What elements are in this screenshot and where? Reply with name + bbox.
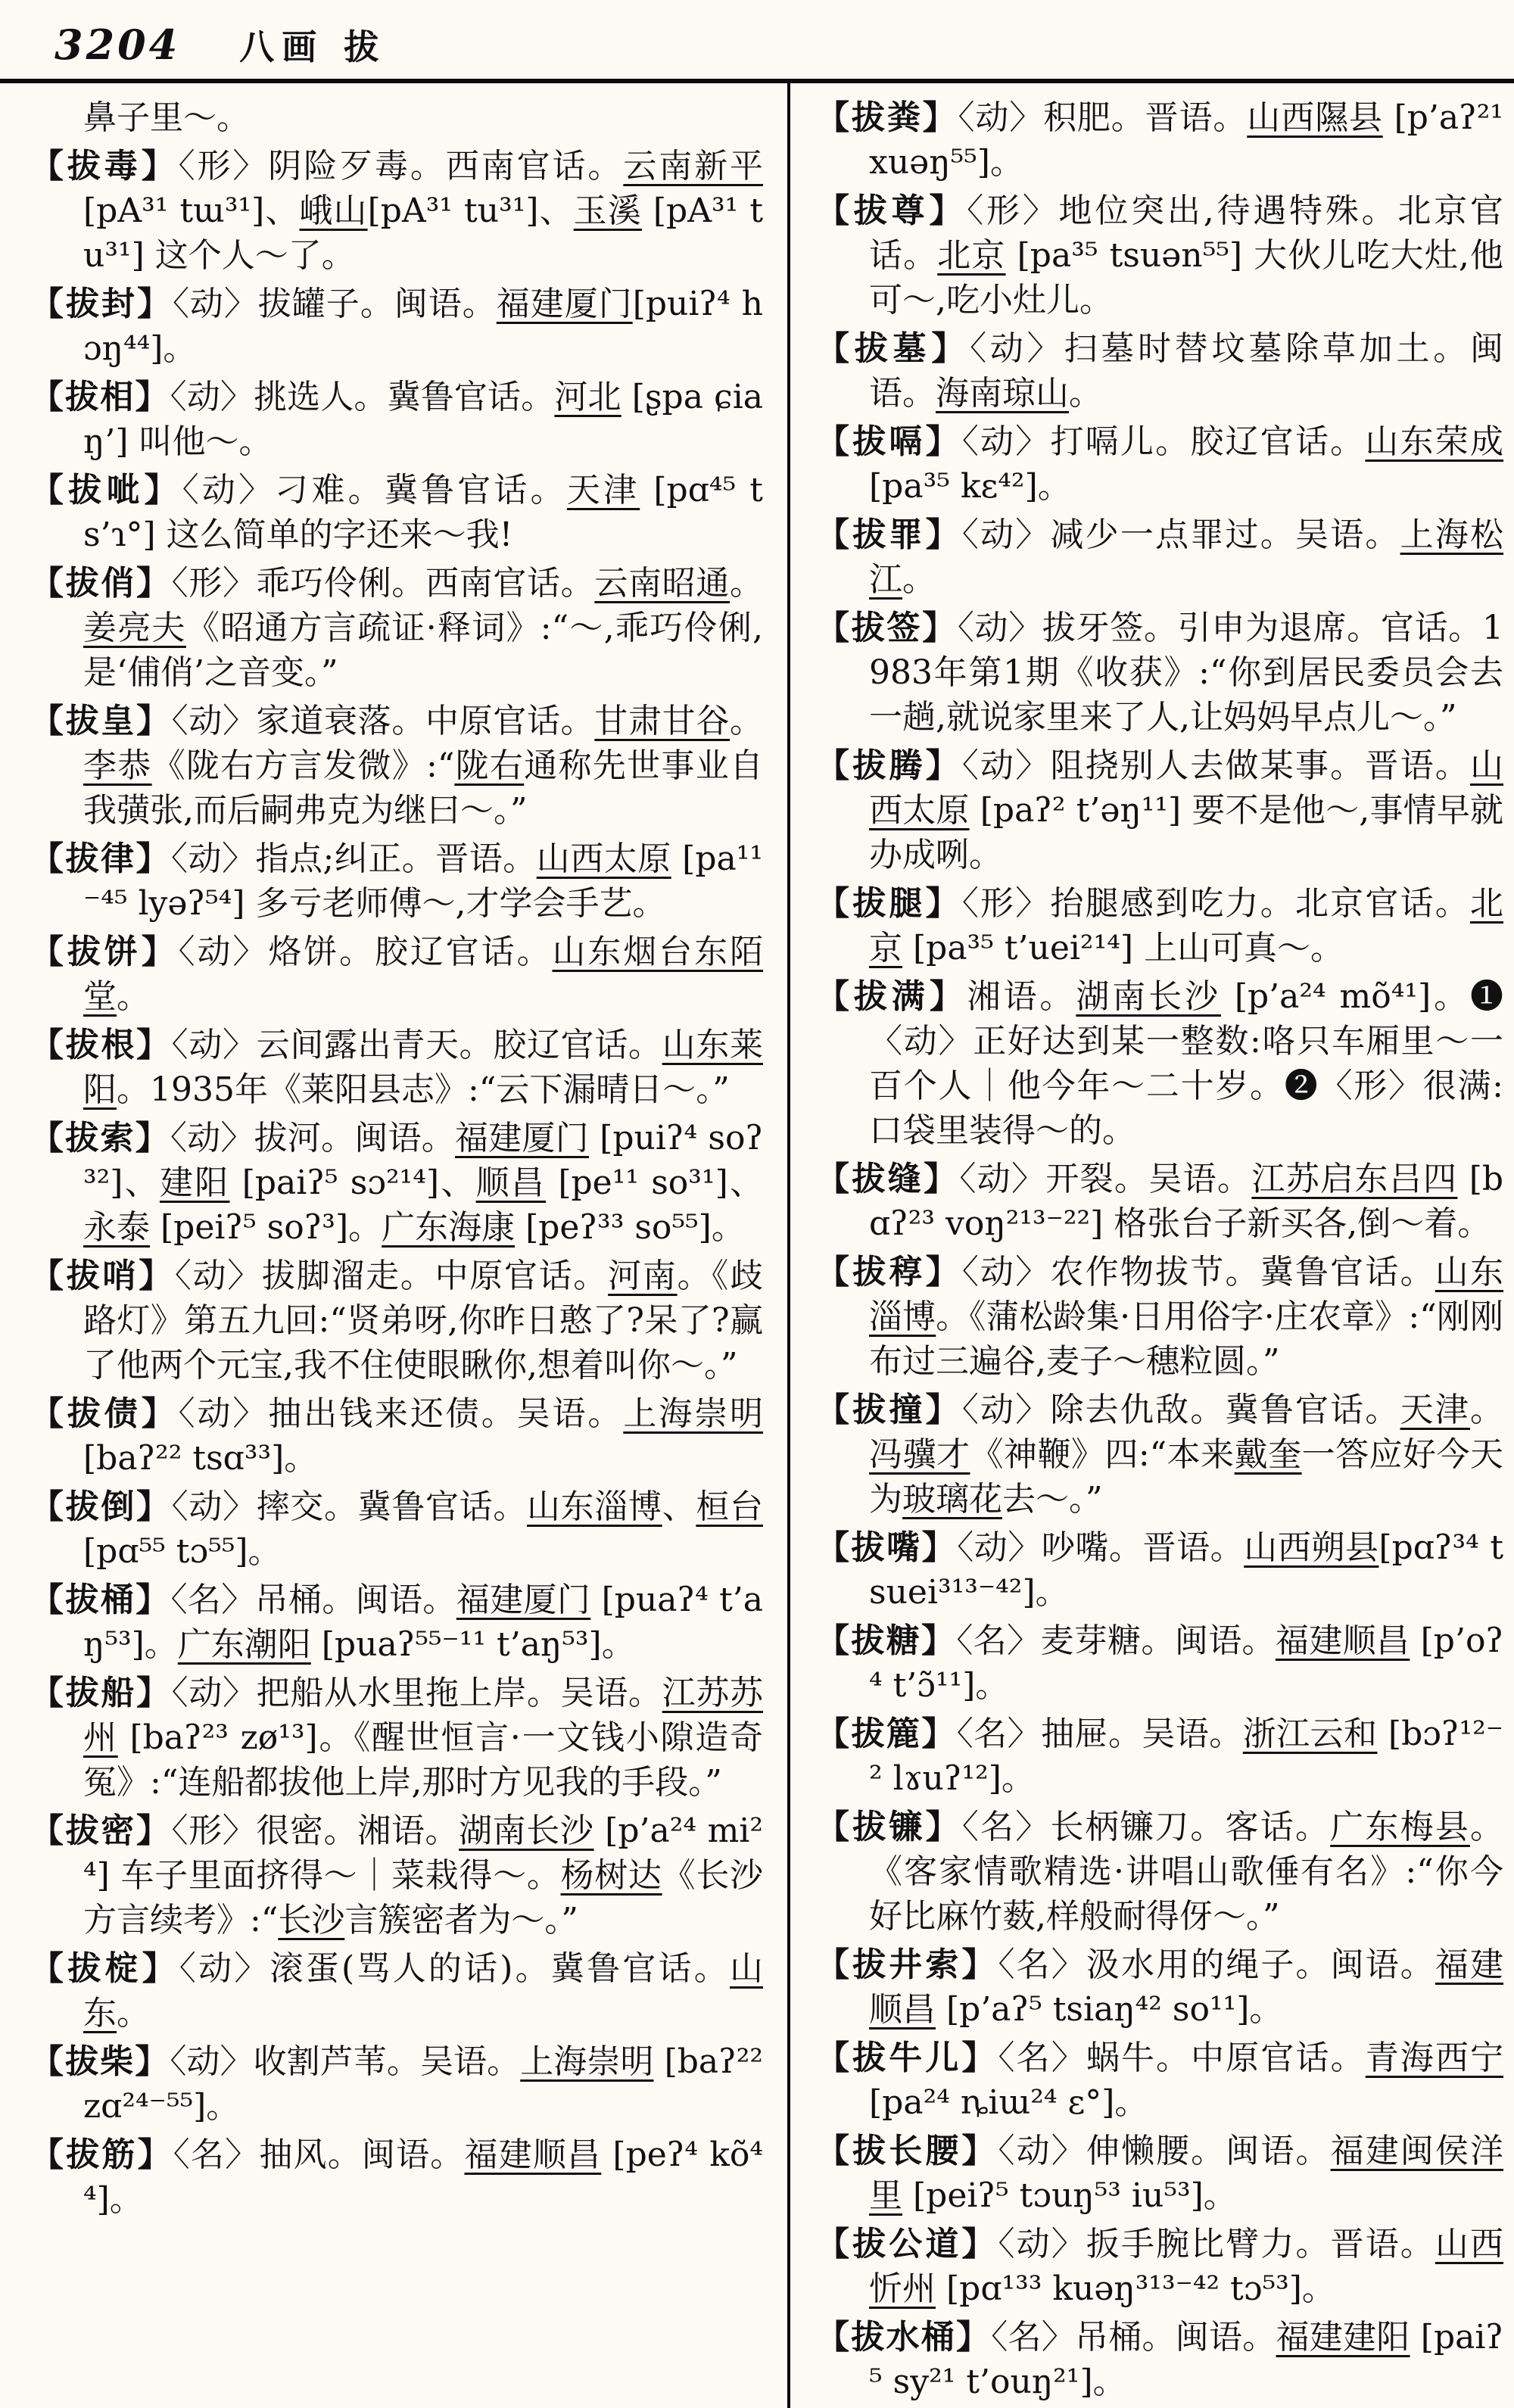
dict-entry (816, 974, 1503, 1153)
underlined-proper-noun: 山西朔县 (1244, 1528, 1379, 1567)
entry-text: [peiʔ⁵ soʔ³]。 (150, 1208, 382, 1247)
entry-text: [paʔ² t’əŋ¹¹] 要不是他～,事情早就办成咧。 (869, 791, 1504, 874)
entry-text: [pA³¹ tu³¹]、 (367, 192, 574, 230)
dict-entry (30, 561, 763, 695)
dict-entry (816, 2315, 1503, 2404)
underlined-proper-noun: 湖南长沙 (459, 1811, 594, 1850)
entry-text: [bɑʔ²³ voŋ²¹³⁻²²] 格张台子新买各,倒～着。 (869, 1160, 1504, 1243)
entry-text: 〈动〉指点;纠正。晋语。 (170, 840, 537, 878)
dict-entry (30, 1391, 763, 1481)
entry-text: 〈动〉减少一点罪过。吴语。 (961, 516, 1400, 554)
dict-entry (816, 743, 1503, 877)
entry-text: [baʔ²² zɑ²⁴⁻⁵⁵]。 (83, 2042, 764, 2126)
entry-text: 〈形〉乖巧伶俐。西南官话。 (171, 564, 595, 603)
underlined-proper-noun: 河北 (554, 378, 621, 416)
underlined-proper-noun: 冯骥才 (869, 1435, 970, 1474)
entry-text: 。 (117, 977, 150, 1016)
entry-headword: 【拔船】 (30, 1674, 172, 1712)
page-header (0, 0, 1514, 70)
entry-text: 。 (1069, 374, 1102, 413)
entry-text: 〈名〉抽风。闽语。 (173, 2135, 465, 2174)
dict-entry (30, 1254, 763, 1388)
entry-text: [p’oʔ⁴ t’ɔ̃¹¹]。 (869, 1621, 1504, 1705)
dict-entry (30, 1671, 763, 1805)
section-title: 八画 拔 (239, 26, 387, 67)
entry-headword: 【拔椗】 (30, 1949, 179, 1988)
entry-text: 〈动〉拔牙签。引申为退席。官话。1983年第1期《收获》:“你到居民委员会去一趟,就说家里来了人,让妈妈早点儿～。” (869, 609, 1504, 737)
entry-headword: 【拔糖】 (816, 1621, 957, 1660)
underlined-proper-noun: 长沙 (278, 1901, 345, 1939)
dict-entry (30, 144, 763, 278)
entry-headword: 【拔倒】 (30, 1487, 172, 1526)
dict-entry (816, 1712, 1503, 1801)
entry-text: 〈形〉很密。湘语。 (171, 1811, 459, 1850)
entry-headword: 【拔腾】 (816, 746, 962, 785)
underlined-proper-noun: 广东潮阳 (177, 1625, 311, 1664)
entry-headword: 【拔签】 (816, 609, 958, 647)
entry-text: [p’a²⁴ mi²⁴] 车子里面挤得～｜菜栽得～。 (83, 1811, 764, 1895)
entry-headword: 【拔密】 (30, 1811, 172, 1850)
entry-text: 〈动〉挑选人。冀鲁官话。 (170, 378, 555, 416)
dict-entry (816, 1157, 1503, 1246)
underlined-proper-noun: 山东淄博 (869, 1253, 1504, 1336)
page-number: 3204 (55, 20, 181, 69)
dict-entry (30, 1578, 763, 1667)
dict-entry (30, 1023, 763, 1112)
entry-headword: 【拔哨】 (30, 1257, 175, 1295)
entry-text: 。《客家情歌精选·讲唱山歌倕有名》:“你今好比麻竹薮,样般耐得伢～。” (869, 1808, 1504, 1936)
entry-text: 〈动〉拔脚溜走。中原官话。 (174, 1257, 609, 1295)
underlined-proper-noun: 桓台 (696, 1487, 764, 1526)
dict-entry (30, 836, 763, 926)
entry-text: 〈动〉抽出钱来还债。吴语。 (178, 1394, 624, 1433)
underlined-proper-noun: 建阳 (159, 1164, 230, 1202)
underlined-proper-noun: 福建顺昌 (464, 2135, 602, 2174)
underlined-proper-noun: 福建厦门 (456, 1581, 591, 1619)
dict-entry (816, 2129, 1503, 2218)
dict-entry (30, 930, 763, 1019)
entry-text: 〈动〉开裂。吴语。 (959, 1160, 1252, 1198)
entry-text: 〈动〉扳手腕比臂力。晋语。 (998, 2225, 1435, 2263)
underlined-proper-noun: 顺昌 (475, 1164, 547, 1202)
entry-headword: 【拔毒】 (30, 147, 179, 185)
entry-headword: 【拔粪】 (816, 98, 958, 137)
entry-text: 〈动〉云间露出青天。胶辽官话。 (171, 1026, 662, 1064)
dict-entry (816, 1525, 1503, 1615)
entry-headword: 【拔稕】 (816, 1253, 962, 1291)
entry-text: 〈名〉蜗牛。中原官话。 (998, 2039, 1366, 2077)
entry-text: 通称先世事业自我彉张,而后嗣弗克为继曰～。” (83, 746, 764, 830)
entry-text: [pe¹¹ so³¹]、 (546, 1164, 763, 1202)
dict-entry (30, 468, 763, 557)
entry-headword: 【拔井索】 (816, 1945, 998, 1984)
entry-text: 。 (730, 702, 764, 740)
underlined-proper-noun: 山东莱阳 (83, 1026, 764, 1109)
dict-entry (816, 2222, 1503, 2311)
underlined-proper-noun: 河南 (608, 1257, 678, 1295)
entry-text: 。 (117, 1994, 150, 2033)
underlined-proper-noun: 杨树达 (560, 1856, 662, 1895)
entry-text: [puiʔ⁴ hɔŋ⁴⁴]。 (83, 285, 763, 368)
right-column (787, 83, 1514, 2408)
entry-text: 。 (730, 564, 764, 603)
entry-headword: 【拔尊】 (816, 192, 967, 230)
entry-text: 〈名〉长柄镰刀。客话。 (961, 1808, 1331, 1846)
entry-text: 〈动〉伸懒腰。闽语。 (998, 2132, 1331, 2170)
entry-text: 。1935年《莱阳县志》:“云下漏晴日～。” (117, 1070, 730, 1109)
entry-text: [pa¹¹⁻⁴⁵ lyəʔ⁵⁴] 多亏老师傅～,才学会手艺。 (83, 840, 764, 923)
underlined-proper-noun: 永泰 (83, 1208, 150, 1247)
underlined-proper-noun: 江苏苏州 (83, 1674, 764, 1757)
entry-text: 〈动〉拔罐子。闽语。 (172, 285, 497, 323)
entry-text: 言簇密者为～。” (344, 1901, 578, 1939)
entry-text: [pa³⁵ t’uei²¹⁴] 上山可真～。 (902, 929, 1344, 967)
underlined-proper-noun: 陇右 (454, 746, 525, 785)
underlined-proper-noun: 福建顺昌 (1275, 1621, 1410, 1660)
entry-text: 〈动〉拔河。闽语。 (170, 1119, 456, 1157)
entry-headword: 【拔水桶】 (816, 2318, 992, 2357)
entry-headword: 【拔嗝】 (816, 422, 962, 461)
underlined-proper-noun: 上海崇明 (623, 1394, 764, 1433)
entry-headword: 【拔嘴】 (816, 1528, 958, 1567)
entry-text: 〈动〉吵嘴。晋语。 (957, 1528, 1245, 1567)
underlined-proper-noun: 山东荣成 (1365, 422, 1504, 461)
entry-text: 〈动〉打嗝儿。胶辽官话。 (961, 422, 1366, 461)
entry-text: 《神鞭》四:“本来 (970, 1435, 1235, 1474)
underlined-proper-noun: 山西隰县 (1247, 98, 1383, 137)
entry-headword: 【拔封】 (30, 285, 173, 323)
entry-text: 〈动〉扫墓时替坟墓除草加土。闽语。 (869, 329, 1504, 413)
entry-headword: 【拔律】 (30, 840, 171, 878)
entry-text: 〈名〉抽屉。吴语。 (956, 1715, 1243, 1753)
entry-headword: 【拔撞】 (816, 1391, 962, 1429)
entry-text: 。《蒲松龄集·日用俗字·庄农章》:“刚刚布过三遍谷,麦子～穗粒圆。” (869, 1297, 1504, 1381)
entry-headword: 【拔俏】 (30, 564, 172, 603)
entry-headword: 【拔柴】 (30, 2042, 170, 2081)
entry-headword: 【拔满】 (816, 977, 967, 1016)
entry-text: [peʔ⁴ kõ⁴⁴]。 (83, 2135, 763, 2219)
underlined-proper-noun: 李恭 (83, 746, 152, 785)
underlined-proper-noun: 上海松江 (869, 516, 1504, 599)
underlined-proper-noun: 上海崇明 (520, 2042, 654, 2081)
entry-text: [paiʔ⁵ sɔ²¹⁴]、 (229, 1164, 476, 1202)
entry-text: 《陇右方言发微》:“ (151, 746, 455, 785)
dict-entry (816, 419, 1503, 509)
entry-text: [pA³¹ tɯ³¹]、 (83, 192, 300, 230)
underlined-proper-noun: 青海西宁 (1365, 2039, 1504, 2077)
underlined-proper-noun: 北京 (869, 884, 1504, 967)
entry-text: [pa³⁵ tsuən⁵⁵] 大伙儿吃大灶,他可～,吃小灶儿。 (869, 236, 1504, 319)
underlined-proper-noun: 福建顺昌 (869, 1945, 1504, 2029)
entry-text: 〈名〉汲水用的绳子。闽语。 (998, 1945, 1435, 1984)
entry-headword: 【拔债】 (30, 1394, 179, 1433)
entry-text: [puiʔ⁴ soʔ³²]、 (83, 1119, 764, 1202)
dict-entry (816, 326, 1503, 416)
underlined-proper-noun: 山西忻州 (869, 2225, 1504, 2308)
entry-text: 〈动〉阻挠别人去做某事。晋语。 (961, 746, 1471, 785)
entry-headword: 【拔桶】 (30, 1581, 171, 1619)
dict-entry (816, 1388, 1503, 1522)
underlined-proper-noun: 天津 (1400, 1391, 1471, 1429)
entry-headword: 【拔牛儿】 (816, 2039, 998, 2077)
underlined-proper-noun: 广东海康 (382, 1208, 516, 1247)
underlined-proper-noun: 福建厦门 (496, 285, 633, 323)
underlined-proper-noun: 海南琼山 (936, 374, 1069, 413)
dict-entry (816, 1250, 1503, 1384)
dict-entry (816, 188, 1503, 322)
entry-text: [pɑ¹³³ kuəŋ³¹³⁻⁴² tɔ⁵³]。 (936, 2269, 1335, 2308)
underlined-proper-noun: 福建闽侯洋里 (869, 2132, 1504, 2215)
underlined-proper-noun: 甘肃甘谷 (594, 702, 731, 740)
underlined-proper-noun: 山西太原 (536, 840, 671, 878)
dict-entry (30, 1946, 763, 2036)
underlined-proper-noun: 北京 (937, 236, 1006, 275)
entry-text: 〈动〉农作物拔节。冀鲁官话。 (961, 1253, 1435, 1291)
entry-text: 〈动〉滚蛋(骂人的话)。冀鲁官话。 (179, 1949, 730, 1988)
entry-text: 〈动〉积肥。晋语。 (958, 98, 1248, 137)
entry-text: 〈形〉阴险歹毒。西南官话。 (178, 147, 624, 185)
entry-text: 《长沙方言续考》:“ (83, 1856, 764, 1939)
dict-entry (30, 1484, 763, 1574)
underlined-proper-noun: 玉溪 (573, 192, 642, 230)
dict-entry (816, 2036, 1503, 2125)
entry-headword: 【拔镰】 (816, 1808, 962, 1846)
entry-text: 〈名〉吊桶。闽语。 (170, 1581, 456, 1619)
entry-text: [peʔ³³ so⁵⁵]。 (515, 1208, 745, 1247)
entry-text: [pɑ⁵⁵ tɔ⁵⁵]。 (83, 1532, 282, 1571)
entry-text: 〈动〉摔交。冀鲁官话。 (171, 1487, 528, 1526)
underlined-proper-noun: 姜亮夫 (83, 609, 186, 647)
entry-headword: 【拔相】 (30, 378, 170, 416)
dict-entry (30, 2039, 763, 2129)
entry-text: 〈动〉除去仇敌。冀鲁官话。 (961, 1391, 1400, 1429)
entry-headword: 【拔皇】 (30, 702, 172, 740)
dict-entry (30, 375, 763, 464)
entry-text: [pA³¹ tu³¹] 这个人～了。 (83, 192, 764, 275)
entry-text: 〈动〉刁难。冀鲁官话。 (182, 471, 567, 509)
entry-text: 〈名〉吊桶。闽语。 (991, 2318, 1276, 2357)
underlined-proper-noun: 山东 (83, 1949, 763, 2033)
underlined-proper-noun: 山东淄博 (527, 1487, 662, 1526)
entry-text: [pa³⁵ kɛ⁴²]。 (869, 467, 1071, 506)
underlined-proper-noun: 天津 (566, 471, 640, 509)
entry-text: 〈动〉收割芦苇。吴语。 (170, 2042, 521, 2081)
underlined-proper-noun: 湖南长沙 (1076, 977, 1221, 1016)
entry-text: 。 (1470, 1391, 1504, 1429)
entry-text: [peiʔ⁵ tɔuŋ⁵³ iu⁵³]。 (902, 2176, 1237, 2215)
underlined-proper-noun: 戴奎 (1234, 1435, 1302, 1474)
entry-text: [paiʔ⁵ sy²¹ t’ouŋ²¹]。 (869, 2318, 1504, 2401)
dict-entry (30, 282, 763, 371)
entry-headword: 【拔呲】 (30, 471, 182, 509)
underlined-proper-noun: 江苏启东吕四 (1251, 1160, 1458, 1198)
entry-text: [pɑ⁴⁵ ts’ɿ°] 这么简单的字还来～我! (83, 471, 763, 554)
entry-text: [p’aʔ⁵ tsiaŋ⁴² so¹¹]。 (936, 1990, 1283, 2029)
entry-text: 〈动〉烙饼。胶辽官话。 (178, 933, 553, 971)
entry-headword: 【拔墓】 (816, 329, 970, 368)
underlined-proper-noun: 山西太原 (869, 746, 1504, 830)
dict-entry (816, 1942, 1503, 2032)
entry-text: [p’aʔ²¹ xuəŋ⁵⁵]。 (869, 98, 1504, 182)
entry-text: 〈动〉把船从水里拖上岸。吴语。 (171, 1674, 662, 1712)
entry-text: [baʔ²³ zø¹³]。《醒世恒言·一文钱小隙造奇冤》:“连船都拔他上岸,那时方见我的手段。” (83, 1718, 763, 1802)
entry-headword: 【拔根】 (30, 1026, 172, 1064)
dict-entry (816, 1805, 1503, 1939)
entry-headword: 【拔饼】 (30, 933, 179, 971)
dict-entry (816, 881, 1503, 970)
underlined-proper-noun: 玻璃花 (902, 1480, 1002, 1519)
dict-entry (30, 1116, 763, 1250)
dict-entry (816, 512, 1503, 602)
underlined-proper-noun: 福建厦门 (455, 1119, 589, 1157)
entry-headword: 【拔腿】 (816, 884, 962, 923)
dict-entry (816, 606, 1503, 740)
dict-entry (30, 2132, 763, 2222)
entry-headword: 【拔长腰】 (816, 2132, 998, 2170)
entry-text: 、 (662, 1487, 696, 1526)
dict-entry (816, 1618, 1503, 1708)
entry-text: 《昭通方言疏证·释词》:“～,乖巧伶俐,是‘俌俏’之音变。” (83, 609, 764, 692)
entry-text: [p’a²⁴ mõ⁴¹]。❶〈动〉正好达到某一整数:咯只车厢里～一百个人｜他今年～二十岁。❷〈形〉很满:口袋里装得～的。 (869, 977, 1504, 1150)
entry-text: 〈形〉抬腿感到吃力。北京官话。 (961, 884, 1471, 923)
entry-headword: 【拔罪】 (816, 516, 962, 554)
entry-text: 湘语。 (967, 977, 1076, 1016)
entry-text: 〈形〉地位突出,待遇特殊。北京官话。 (869, 192, 1503, 275)
entry-headword: 【拔索】 (30, 1119, 170, 1157)
underlined-proper-noun: 云南昭通 (594, 564, 731, 603)
underlined-proper-noun: 福建建阳 (1276, 2318, 1410, 2357)
entry-text: 一答应好今天为 (869, 1435, 1504, 1519)
underlined-proper-noun: 广东梅县 (1330, 1808, 1471, 1846)
dictionary-columns (0, 83, 1514, 2408)
entry-text: 鼻子里～。 (83, 98, 250, 137)
entry-headword: 【拔公道】 (816, 2225, 998, 2263)
entry-text: [baʔ²² tsɑ³³]。 (83, 1439, 318, 1478)
underlined-proper-noun: 云南新平 (623, 147, 764, 185)
entry-text: [puaʔ⁵⁵⁻¹¹ t’aŋ⁵³]。 (310, 1625, 635, 1664)
dict-entry (30, 1808, 763, 1942)
dict-entry (816, 95, 1503, 185)
entry-text: [pɑʔ³⁴ tsuei³¹³⁻⁴²]。 (869, 1528, 1504, 1612)
entry-text: 〈名〉麦芽糖。闽语。 (956, 1621, 1276, 1660)
continuation-text (30, 95, 763, 140)
entry-headword: 【拔筋】 (30, 2135, 173, 2174)
entry-text: 。 (902, 560, 936, 599)
underlined-proper-noun: 峨山 (299, 192, 368, 230)
entry-text: [bɔʔ¹²⁻² lɤuʔ¹²]。 (869, 1715, 1503, 1798)
entry-headword: 【拔簏】 (816, 1715, 957, 1753)
entry-text: [puaʔ⁴ t’aŋ⁵³]。 (83, 1581, 764, 1664)
dict-entry (30, 699, 763, 833)
entry-text: [ʂpa ɕiaŋ’] 叫他～。 (83, 378, 764, 461)
entry-text: 去～。” (1002, 1480, 1103, 1519)
underlined-proper-noun: 浙江云和 (1242, 1715, 1378, 1753)
left-column (0, 83, 787, 2408)
entry-text: [pa²⁴ ȵiɯ²⁴ ɛ°]。 (869, 2083, 1148, 2122)
entry-text: 。《歧路灯》第五九回:“贤弟呀,你昨日憨了?呆了?赢了他两个元宝,我不住使眼瞅你,想着叫你～。” (83, 1257, 764, 1385)
entry-text: 〈动〉家道衰落。中原官话。 (171, 702, 595, 740)
underlined-proper-noun: 山东烟台东陌堂 (83, 933, 764, 1016)
entry-headword: 【拔缝】 (816, 1160, 960, 1198)
